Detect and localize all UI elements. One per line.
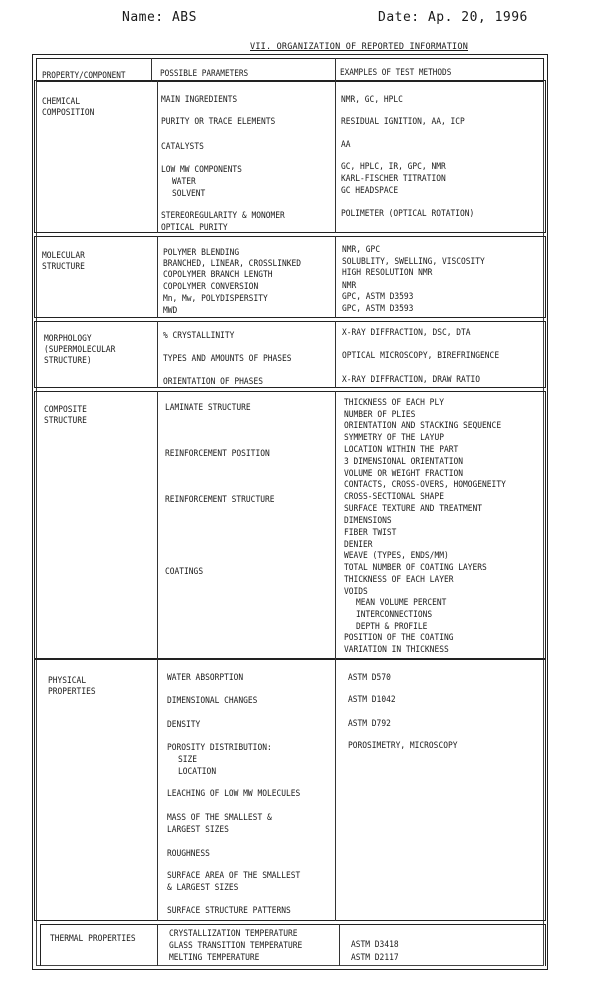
composite-method: 3 DIMENSIONAL ORIENTATION xyxy=(344,457,464,467)
molecular-param: MWD xyxy=(163,306,178,316)
physical-param: LOCATION xyxy=(178,767,217,777)
chemical-param: WATER xyxy=(172,177,196,187)
column-divider xyxy=(339,924,340,966)
name-label: Name: ABS xyxy=(122,10,197,25)
composite-label: STRUCTURE xyxy=(44,416,87,426)
molecular-param: Mn, Mw, POLYDISPERSITY xyxy=(163,294,268,304)
molecular-param: COPOLYMER CONVERSION xyxy=(163,282,259,292)
molecular-method: GPC, ASTM D3593 xyxy=(342,304,414,314)
composite-method: THICKNESS OF EACH PLY xyxy=(344,398,444,408)
physical-param: WATER ABSORPTION xyxy=(167,673,244,683)
physical-param: SURFACE AREA OF THE SMALLEST xyxy=(167,871,301,881)
physical-param: & LARGEST SIZES xyxy=(167,883,239,893)
thermal-label: THERMAL PROPERTIES xyxy=(50,934,136,944)
composite-param: LAMINATE STRUCTURE xyxy=(165,403,251,413)
column-divider xyxy=(157,321,158,388)
column-header-methods: EXAMPLES OF TEST METHODS xyxy=(340,67,452,77)
chemical-label: CHEMICAL xyxy=(42,97,81,107)
column-divider xyxy=(335,391,336,659)
composite-method: SURFACE TEXTURE AND TREATMENT xyxy=(344,504,483,514)
chemical-param: CATALYSTS xyxy=(161,142,204,152)
molecular-method: GPC, ASTM D3593 xyxy=(342,292,414,302)
composite-method: WEAVE (TYPES, ENDS/MM) xyxy=(344,551,449,561)
chemical-method: POLIMETER (OPTICAL ROTATION) xyxy=(341,209,475,219)
composite-param: COATINGS xyxy=(165,567,204,577)
column-divider xyxy=(157,391,158,659)
composite-method: SYMMETRY OF THE LAYUP xyxy=(344,433,444,443)
chemical-method: GC, HPLC, IR, GPC, NMR xyxy=(341,162,446,172)
composite-method: VOLUME OR WEIGHT FRACTION xyxy=(344,469,464,479)
column-divider xyxy=(335,321,336,388)
composite-method: CONTACTS, CROSS-OVERS, HOMOGENEITY xyxy=(344,480,506,490)
chemical-method: AA xyxy=(341,140,351,150)
thermal-method: ASTM D2117 xyxy=(351,953,399,963)
molecular-label: MOLECULAR xyxy=(42,251,85,261)
composite-method: TOTAL NUMBER OF COATING LAYERS xyxy=(344,563,487,573)
morphology-param: TYPES AND AMOUNTS OF PHASES xyxy=(163,354,292,364)
composite-method: LOCATION WITHIN THE PART xyxy=(344,445,459,455)
composite-method: MEAN VOLUME PERCENT xyxy=(356,598,447,608)
chemical-param: MAIN INGREDIENTS xyxy=(161,95,238,105)
physical-param: SIZE xyxy=(178,755,198,765)
composite-method: VARIATION IN THICKNESS xyxy=(344,645,449,655)
column-divider xyxy=(157,659,158,921)
column-header-parameters: POSSIBLE PARAMETERS xyxy=(160,68,249,78)
physical-method: ASTM D570 xyxy=(348,673,391,683)
composite-method: DIMENSIONS xyxy=(344,516,392,526)
chemical-param: SOLVENT xyxy=(172,189,206,199)
chemical-label: COMPOSITION xyxy=(42,108,95,118)
chemical-param: LOW MW COMPONENTS xyxy=(161,165,242,175)
physical-param: ROUGHNESS xyxy=(167,849,210,859)
composite-param: REINFORCEMENT POSITION xyxy=(165,449,270,459)
chemical-method: RESIDUAL IGNITION, AA, ICP xyxy=(341,117,465,127)
chemical-param: STEREOREGULARITY & MONOMER xyxy=(161,211,285,221)
physical-param: DENSITY xyxy=(167,720,201,730)
column-divider xyxy=(151,58,152,82)
chemical-method: KARL-FISCHER TITRATION xyxy=(341,174,446,184)
physical-param: LARGEST SIZES xyxy=(167,825,229,835)
column-divider xyxy=(335,80,336,233)
composite-param: REINFORCEMENT STRUCTURE xyxy=(165,495,275,505)
section-molecular xyxy=(34,236,546,318)
chemical-param: PURITY OR TRACE ELEMENTS xyxy=(161,117,276,127)
column-divider xyxy=(157,80,158,233)
morphology-method: X-RAY DIFFRACTION, DSC, DTA xyxy=(342,328,471,338)
thermal-param: GLASS TRANSITION TEMPERATURE xyxy=(169,941,303,951)
molecular-param: BRANCHED, LINEAR, CROSSLINKED xyxy=(163,259,302,269)
physical-param: MASS OF THE SMALLEST & xyxy=(167,813,272,823)
composite-method: NUMBER OF PLIES xyxy=(344,410,416,420)
morphology-method: OPTICAL MICROSCOPY, BIREFRINGENCE xyxy=(342,351,500,361)
chemical-method: GC HEADSPACE xyxy=(341,186,399,196)
composite-method: THICKNESS OF EACH LAYER xyxy=(344,575,454,585)
column-divider xyxy=(335,58,336,82)
composite-method: FIBER TWIST xyxy=(344,528,397,538)
thermal-param: MELTING TEMPERATURE xyxy=(169,953,260,963)
molecular-param: COPOLYMER BRANCH LENGTH xyxy=(163,270,273,280)
physical-method: ASTM D792 xyxy=(348,719,391,729)
physical-param: POROSITY DISTRIBUTION: xyxy=(167,743,272,753)
physical-method: POROSIMETRY, MICROSCOPY xyxy=(348,741,458,751)
physical-param: SURFACE STRUCTURE PATTERNS xyxy=(167,906,291,916)
chemical-param: OPTICAL PURITY xyxy=(161,223,228,233)
column-divider xyxy=(335,236,336,318)
molecular-method: HIGH RESOLUTION NMR xyxy=(342,268,433,278)
composite-method: INTERCONNECTIONS xyxy=(356,610,433,620)
molecular-method: NMR xyxy=(342,281,357,291)
physical-param: LEACHING OF LOW MW MOLECULES xyxy=(167,789,301,799)
column-divider xyxy=(157,236,158,318)
composite-method: CROSS-SECTIONAL SHAPE xyxy=(344,492,444,502)
thermal-param: CRYSTALLIZATION TEMPERATURE xyxy=(169,929,298,939)
section-title: VII. ORGANIZATION OF REPORTED INFORMATION xyxy=(250,42,469,52)
morphology-method: X-RAY DIFFRACTION, DRAW RATIO xyxy=(342,375,481,385)
composite-method: DENIER xyxy=(344,540,373,550)
composite-method: VOIDS xyxy=(344,587,368,597)
molecular-param: POLYMER BLENDING xyxy=(163,248,240,258)
morphology-param: ORIENTATION OF PHASES xyxy=(163,377,263,387)
composite-label: COMPOSITE xyxy=(44,405,87,415)
column-header-property: PROPERTY/COMPONENT xyxy=(42,70,126,80)
column-divider xyxy=(335,659,336,921)
molecular-label: STRUCTURE xyxy=(42,262,85,272)
morphology-label: MORPHOLOGY xyxy=(44,334,92,344)
composite-method: DEPTH & PROFILE xyxy=(356,622,428,632)
composite-method: ORIENTATION AND STACKING SEQUENCE xyxy=(344,421,502,431)
column-divider xyxy=(157,924,158,966)
molecular-method: SOLUBLITY, SWELLING, VISCOSITY xyxy=(342,257,485,267)
physical-label: PROPERTIES xyxy=(48,687,96,697)
morphology-label: STRUCTURE) xyxy=(44,356,92,366)
thermal-method: ASTM D3418 xyxy=(351,940,399,950)
date-label: Date: Ap. 20, 1996 xyxy=(378,10,528,25)
chemical-method: NMR, GC, HPLC xyxy=(341,95,403,105)
composite-method: POSITION OF THE COATING xyxy=(344,633,454,643)
morphology-label: (SUPERMOLECULAR xyxy=(44,345,116,355)
physical-label: PHYSICAL xyxy=(48,676,87,686)
physical-method: ASTM D1042 xyxy=(348,695,396,705)
physical-param: DIMENSIONAL CHANGES xyxy=(167,696,258,706)
molecular-method: NMR, GPC xyxy=(342,245,381,255)
morphology-param: % CRYSTALLINITY xyxy=(163,331,235,341)
